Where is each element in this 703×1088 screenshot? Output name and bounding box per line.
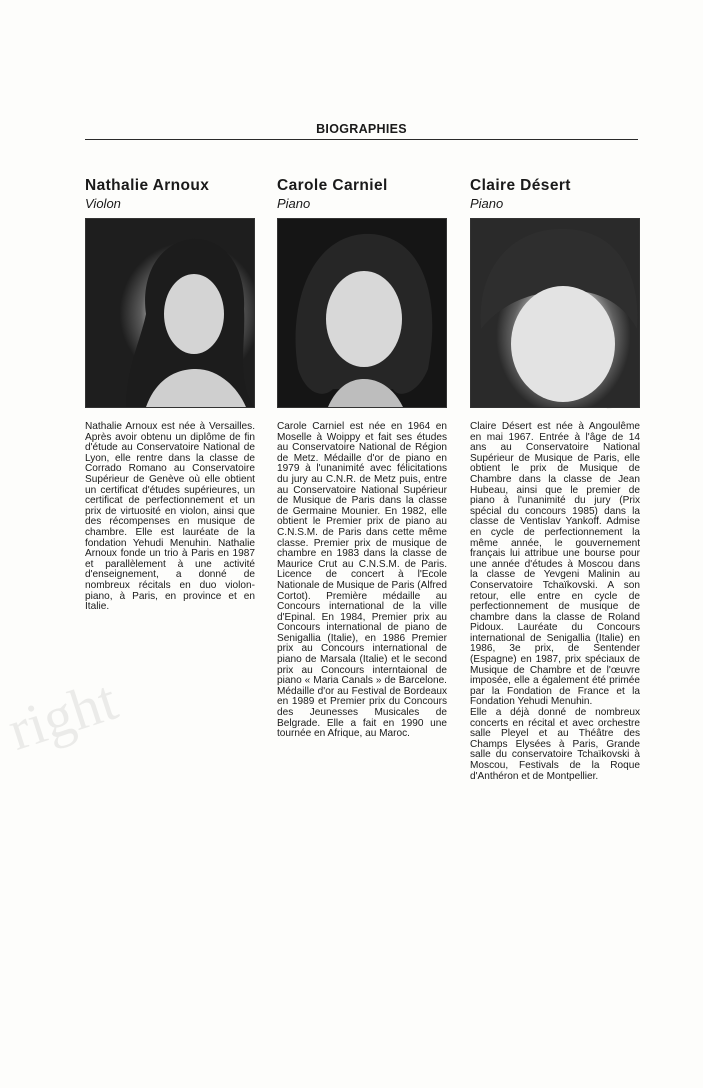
portrait-silhouette	[471, 219, 639, 407]
portrait-photo	[85, 218, 255, 408]
copyright-watermark: right	[0, 667, 125, 763]
artist-instrument: Piano	[277, 196, 311, 211]
artist-biography	[470, 422, 640, 782]
portrait-photo	[277, 218, 447, 408]
artist-column-carniel	[277, 176, 447, 740]
portrait-silhouette	[86, 219, 254, 407]
bio-paragraph: Elle a déjà donné de nombreux concerts en récital et avec orchestre salle Pleyel et au Théâtre des Champs Elysées à Paris, Grande salle du conservatoire Tchaïkovski à Moscou, Festivals de la Roque d'Anthéron et de Montpellier.	[470, 707, 640, 782]
bio-paragraph: Nathalie Arnoux est née à Versailles. Après avoir obtenu un diplôme de fin d'étude au Conservatoire National de Lyon, elle rentre dans la classe de Corrado Romano au Conservatoire Supérieur de Genève où elle obtient un certificat d'études supérieures, un certificat de perfectionnement et un prix de virtuosité en violon, ainsi que des récompenses en musique de chambre. Elle est lauréate de la fondation Yehudi Menuhin. Nathalie Arnoux fonde un trio à Paris en 1987 et parallèlement à une activité d'enseignement, a donné de nombreux récitals en duo violon-piano, à Paris, en province et en Italie.	[85, 421, 255, 613]
artist-name: Carole Carniel	[277, 177, 388, 194]
artist-column-desert	[470, 176, 640, 782]
artist-biography	[277, 422, 447, 740]
bio-paragraph: Claire Désert est née à Angoulême en mai 1967. Entrée à l'âge de 14 ans au Conservatoire National Supérieur de Musique de Paris, elle obtient le prix de Musique de Chambre dans la classe de Jean Hubeau, ainsi que le premier de piano à l'unanimité du jury (Prix spécial du concours 1985) dans la classe de Ventislav Yankoff. Admise en cycle de perfectionnement la même année, le gouvernement français lui attribue une bourse pour une année d'études à Moscou dans la classe de Yevgeni Malinin au Conservatoire Tchaïkovski. A son retour, elle entre en cycle de perfectionnement de musique de chambre dans la classe de Roland Pidoux. Lauréate du Concours international de Senigallia (Italie) en 1986, 3e prix, de Sentender (Espagne) en 1987, prix spéciaux de Musique de Chambre et de l'œuvre imposée, elle a également été primée par la Fondation de France et la Fondation Yehudi Menuhin.	[470, 421, 640, 708]
artist-name: Nathalie Arnoux	[85, 177, 210, 194]
artist-instrument: Piano	[470, 196, 504, 211]
artist-column-arnoux	[85, 176, 255, 613]
artist-biography	[85, 422, 255, 613]
page-title: BIOGRAPHIES	[316, 122, 407, 136]
artist-instrument: Violon	[85, 196, 121, 211]
portrait-photo	[470, 218, 640, 408]
artist-name: Claire Désert	[470, 177, 571, 194]
bio-paragraph: Carole Carniel est née en 1964 en Moselle à Woippy et fait ses études au Conservatoire National de Région de Metz. Médaille d'or de piano en 1979 à l'unanimité avec félicitations du jury au C.N.R. de Metz puis, entre au Conservatoire National Supérieur de Musique de Paris dans la classe de Germaine Mounier. En 1982, elle obtient le Premier prix de piano au C.N.S.M. de Paris dans cette même classe. Premier prix de musique de chambre en 1983 dans la classe de Maurice Crut au C.N.S.M. de Paris. Licence de concert à l'Ecole Nationale de Musique de Paris (Alfred Cortot). Première médaille au Concours international de la ville d'Epinal. En 1984, Premier prix au Concours international de piano de Senigallia (Italie), en 1986 Premier prix au Concours international de piano de Marsala (Italie) et le second prix au Concours interntaional de piano « Maria Canals » de Barcelone. Médaille d'or au Festival de Bordeaux en 1989 et Premier prix du Concours des Jeunesses Musicales de Belgrade. Elle a fait en 1990 une tournée en Afrique, au Maroc.	[277, 421, 448, 740]
portrait-silhouette	[278, 219, 446, 407]
title-divider	[85, 139, 638, 140]
